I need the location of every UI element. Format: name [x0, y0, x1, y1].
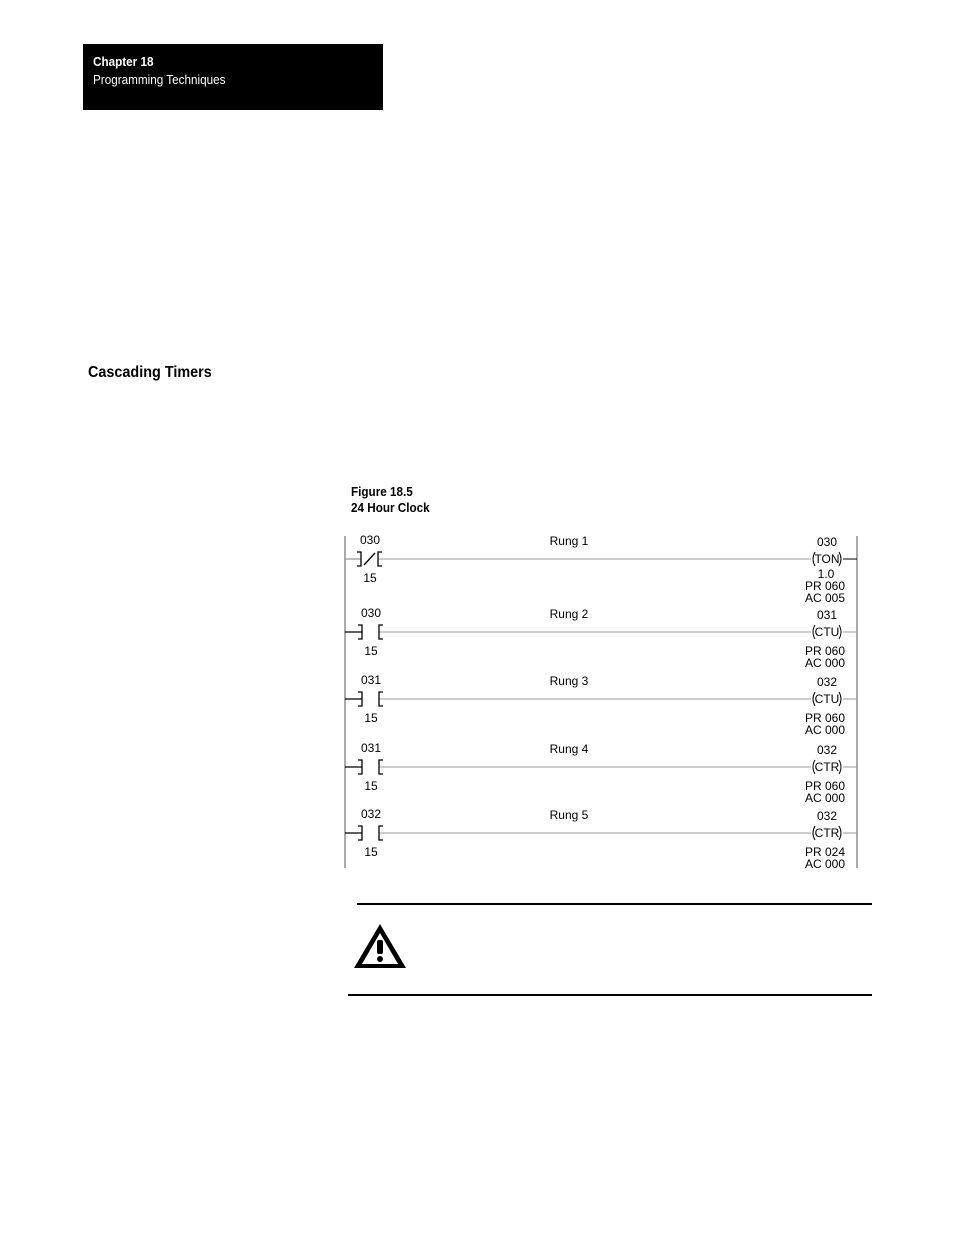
- coil-parameter: PR 024: [804, 845, 845, 859]
- rung-label: Rung 3: [549, 674, 589, 688]
- coil-word-address: 032: [816, 809, 838, 823]
- chapter-subtitle: Programming Techniques: [93, 72, 226, 87]
- rung-label: Rung 5: [549, 808, 589, 822]
- coil-word-address: 031: [816, 608, 838, 622]
- coil-parameter: AC 000: [804, 656, 845, 670]
- coil-parameter: AC 000: [804, 723, 845, 737]
- contact-bit-number: 15: [364, 711, 378, 725]
- coil-parameter: PR 060: [804, 644, 845, 658]
- contact-word-address: 030: [360, 606, 382, 620]
- coil-word-address: 030: [816, 535, 838, 549]
- coil-parameter: PR 060: [804, 579, 845, 593]
- section-heading: Cascading Timers: [88, 364, 212, 381]
- coil-instruction: TON: [814, 552, 840, 566]
- coil-parameter: AC 000: [804, 857, 845, 871]
- contact-bit-number: 15: [364, 845, 378, 859]
- coil-parameter: AC 005: [804, 591, 845, 605]
- coil-word-address: 032: [816, 675, 838, 689]
- coil-instruction: CTR: [814, 760, 840, 774]
- rung-label: Rung 1: [549, 534, 589, 548]
- rung-label: Rung 4: [549, 742, 589, 756]
- coil-instruction: CTR: [814, 826, 840, 840]
- figure-number: Figure 18.5: [351, 484, 413, 499]
- contact-word-address: 030: [359, 533, 381, 547]
- coil-instruction: CTU: [814, 625, 840, 639]
- coil-parameter: AC 000: [804, 791, 845, 805]
- contact-slash: [364, 553, 375, 565]
- coil-word-address: 032: [816, 743, 838, 757]
- figure-title: 24 Hour Clock: [351, 500, 430, 515]
- rung-label: Rung 2: [549, 607, 589, 621]
- contact-bit-number: 15: [364, 644, 378, 658]
- attention-top-rule: [357, 903, 872, 905]
- coil-parameter: PR 060: [804, 711, 845, 725]
- attention-bottom-rule: [348, 994, 872, 996]
- contact-word-address: 031: [360, 741, 382, 755]
- contact-bit-number: 15: [363, 571, 377, 585]
- coil-instruction: CTU: [814, 692, 840, 706]
- coil-parameter: 1.0: [817, 567, 835, 581]
- warning-triangle-icon: [352, 922, 408, 975]
- contact-word-address: 031: [360, 673, 382, 687]
- contact-bit-number: 15: [364, 779, 378, 793]
- contact-word-address: 032: [360, 807, 382, 821]
- chapter-label: Chapter 18: [93, 54, 154, 69]
- coil-parameter: PR 060: [804, 779, 845, 793]
